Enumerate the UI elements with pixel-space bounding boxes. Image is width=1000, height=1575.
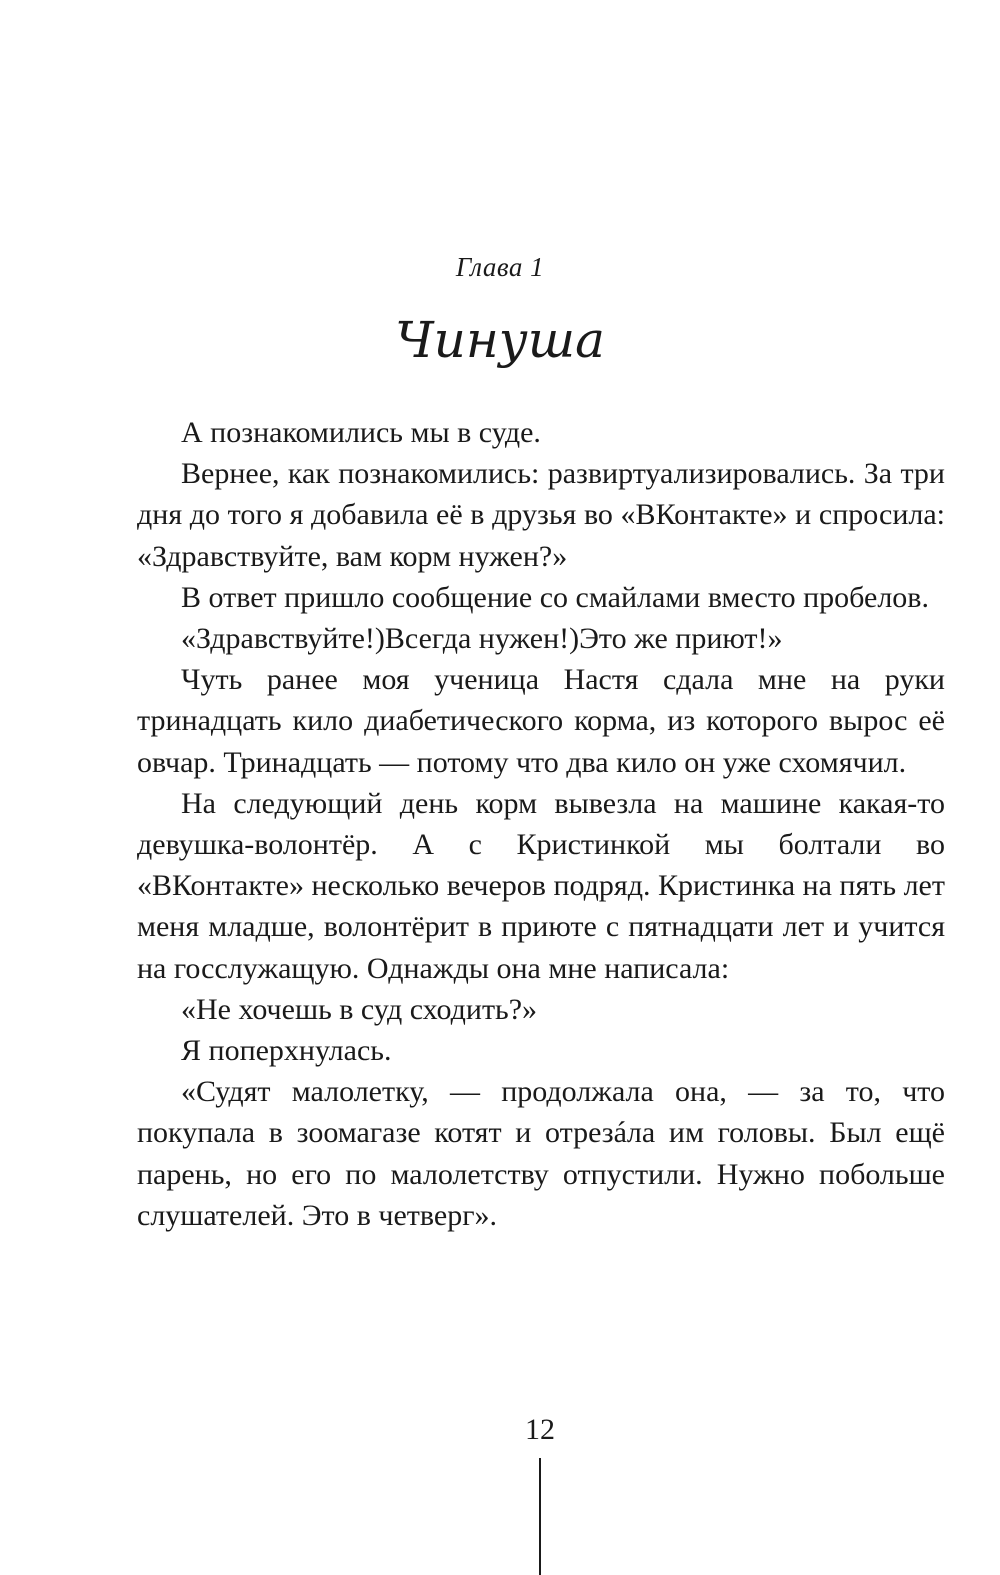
chapter-label: Глава 1 [455, 252, 545, 282]
paragraph: «Не хочешь в суд сходить?» [181, 992, 538, 1026]
chapter-title: Чинуша [395, 311, 605, 369]
page-number: 12 [525, 1413, 555, 1446]
paragraph: «Судят малолетку, — продолжала она, — за то, что покупала в зоомагазе котят и отрезáла им головы. Был ещё парень, но его по малолетству отпустили. Нужно побольше слушателей. Это в четверг». [137, 1075, 945, 1232]
paragraph: «Здравствуйте!)Всегда нужен!)Это же приют!» [181, 622, 783, 656]
paragraph: А познакомились мы в суде. [181, 416, 541, 449]
paragraph: Чуть ранее моя ученица Настя сдала мне на руки тринадцать кило диабетического корма, из которого вырос её овчар. Тринадцать — потому что два кило он уже схомячил. [137, 663, 945, 779]
body-text [137, 412, 945, 1236]
paragraph: Я поперхнулась. [181, 1034, 392, 1068]
paragraph: Вернее, как познакомились: развиртуализировались. За три дня до того я добавила её в друзья во «ВКонтакте» и спросила: «Здравствуйте, вам корм нужен?» [137, 457, 945, 573]
page-number-rule [539, 1458, 541, 1575]
paragraph: На следующий день корм вывезла на машине какая-то девушка-волонтёр. А с Кристинкой мы болтали во «ВКонтакте» несколько вечеров подряд. Кристинка на пять лет меня младше, волонтёрит в приюте с пятнадцати лет и учится на госслужащую. Однажды она мне написала: [137, 786, 945, 985]
paragraph: В ответ пришло сообщение со смайлами вместо пробелов. [181, 580, 929, 614]
